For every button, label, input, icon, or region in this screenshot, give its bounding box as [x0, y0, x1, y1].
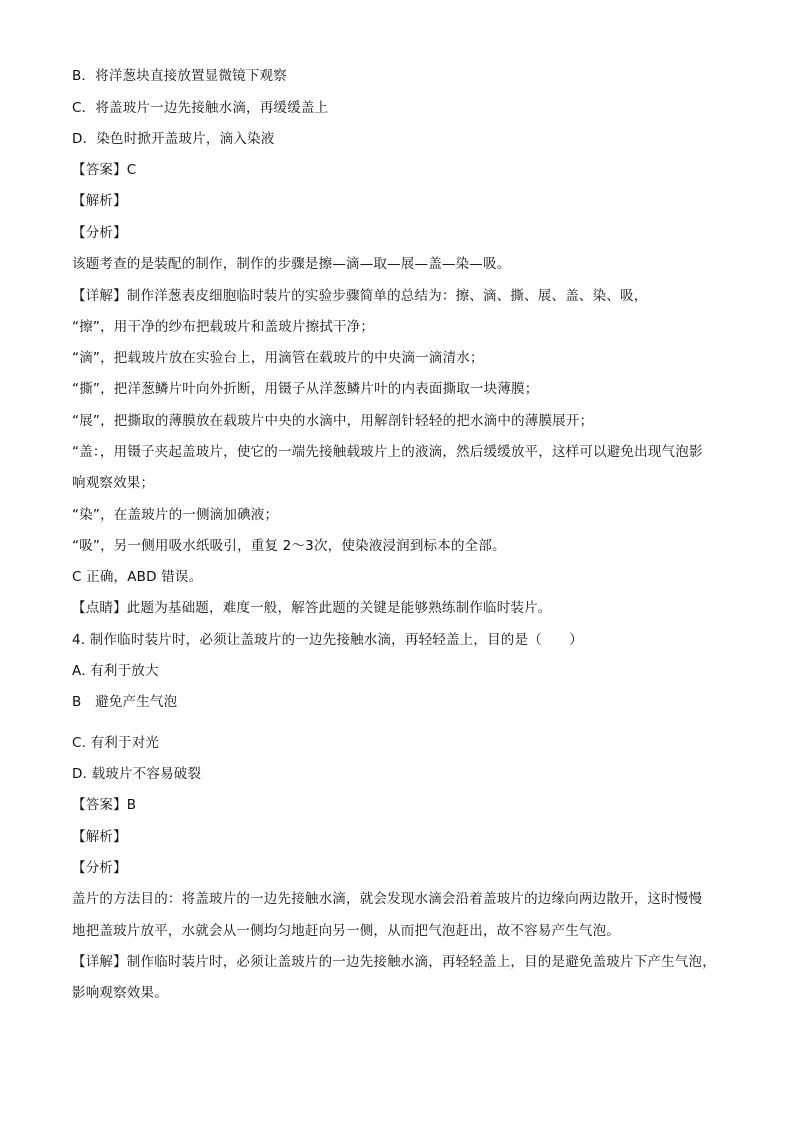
q3-step-xi: “吸”，另一侧用吸水纸吸引，重复 2～3次，使染液浸润到标本的全部。	[72, 538, 506, 554]
q3-step-di: “滴”，把载玻片放在实验台上，用滴管在载玻片的中央滴一滴清水；	[72, 350, 484, 366]
q3-step-gai-line1: “盖：，用镊子夹起盖玻片，使它的一端先接触载玻片上的液滴，然后缓缓放平，这样可以避免出现气泡影	[72, 444, 703, 460]
q3-option-b: B．将洋葱块直接放置显微镜下观察	[72, 68, 287, 84]
q4-stem: 4. 制作临时装片时，必须让盖玻片的一边先接触水滴，再轻轻盖上，目的是（ ）	[72, 632, 583, 648]
q3-detail-text: 【详解】制作洋葱表皮细胞临时装片的实验步骤简单的总结为：擦、滴、撕、展、盖、染、吸，	[72, 288, 648, 304]
q4-answer: 【答案】B	[72, 797, 137, 813]
q3-step-ca: “擦”，用干净的纱布把载玻片和盖玻片擦拭干净；	[72, 319, 375, 335]
q4-fenxi-label: 【分析】	[72, 860, 127, 876]
q4-detail-line1: 【详解】制作临时装片时，必须让盖玻片的一边先接触水滴，再轻轻盖上，目的是避免盖玻片下产生气泡，	[72, 954, 716, 970]
q3-fenxi-text: 该题考查的是装配的制作，制作的步骤是擦—滴—取—展—盖—染—吸。	[72, 256, 511, 272]
q3-step-zhan: “展”，把撕取的薄膜放在载玻片中央的水滴中，用解剖针轻轻的把水滴中的薄膜展开；	[72, 413, 594, 429]
q4-fenxi-line2: 地把盖玻片放平，水就会从一侧均匀地赶向另一侧，从而把气泡赶出，故不容易产生气泡。	[72, 923, 620, 939]
q3-jiexi-label: 【解析】	[72, 193, 127, 209]
q3-option-c: C．将盖玻片一边先接触水滴，再缓缓盖上	[72, 100, 329, 116]
q3-step-gai-line2: 响观察效果；	[72, 475, 155, 491]
q3-fenxi-label: 【分析】	[72, 225, 127, 241]
q4-fenxi-line1: 盖片的方法目的：将盖玻片的一边先接触水滴，就会发现水滴会沿着盖玻片的边缘向两边散开，这时慢慢	[72, 891, 703, 907]
q4-detail-line2: 影响观察效果。	[72, 985, 168, 1001]
q3-conclusion: C 正确，ABD 错误。	[72, 569, 203, 585]
q4-option-b: B 避免产生气泡	[72, 694, 178, 710]
q4-jiexi-label: 【解析】	[72, 829, 127, 845]
q3-step-si: “撕”，把洋葱鳞片叶向外折断，用镊子从洋葱鳞片叶的内表面撕取一块薄膜；	[72, 381, 539, 397]
q4-option-a: A. 有利于放大	[72, 663, 159, 679]
q3-dianjing: 【点睛】此题为基础题，难度一般，解答此题的关键是能够熟练制作临时装片。	[72, 600, 552, 616]
q3-answer: 【答案】C	[72, 162, 137, 178]
q3-option-d: D．染色时掀开盖玻片，滴入染液	[72, 131, 275, 147]
q4-option-d: D. 载玻片不容易破裂	[72, 766, 202, 782]
q4-option-c: C. 有利于对光	[72, 735, 160, 751]
q3-step-ran: “染”，在盖玻片的一侧滴加碘液；	[72, 507, 279, 523]
